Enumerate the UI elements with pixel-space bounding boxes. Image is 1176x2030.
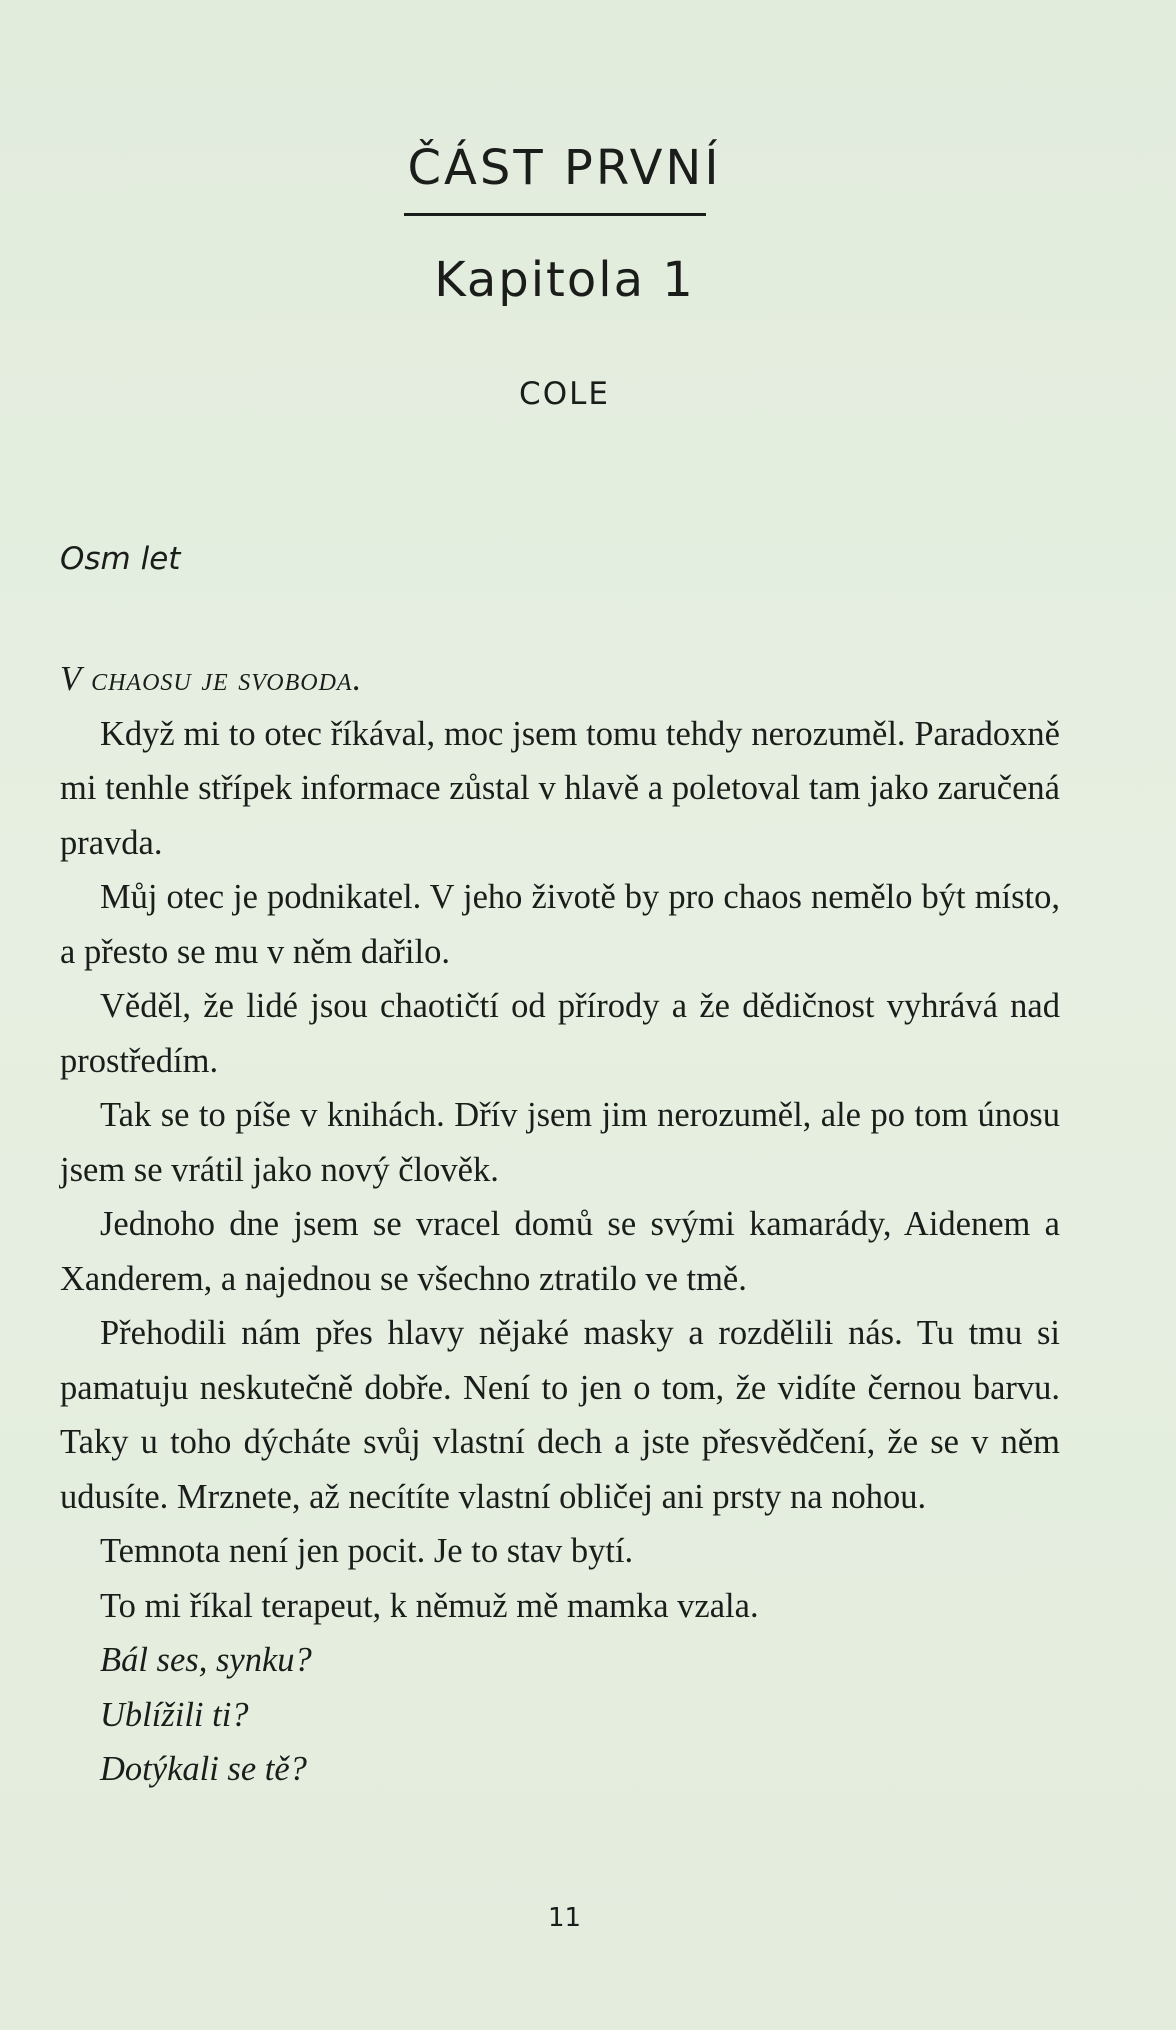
paragraph-8: To mi říkal terapeut, k němuž mě mamka vzala.: [100, 1586, 759, 1625]
pov-character-name: COLE: [519, 376, 610, 412]
part-title-underline: [404, 213, 706, 216]
paragraph-5: Jednoho dne jsem se vracel domů se svými kamarády, Aidenem a Xanderem, a najednou se všechno ztratilo ve tmě.: [60, 1205, 1060, 1298]
paragraph-4: Tak se to píše v knihách. Dřív jsem jim nerozuměl, ale po tom únosu jsem se vrátil jako nový člověk.: [60, 1096, 1060, 1189]
italic-question-1: Bál ses, synku?: [100, 1641, 312, 1679]
age-label: Osm let: [60, 541, 181, 577]
chapter-body: [60, 652, 1060, 1797]
paragraph-3: Věděl, že lidé jsou chaotičtí od přírody a že dědičnost vyhrává nad prostředím.: [60, 987, 1060, 1080]
paragraph-6: Přehodili nám přes hlavy nějaké masky a rozdělili nás. Tu tmu si pamatuju neskutečně dobře. Není to jen o tom, že vidíte černou barvu. Taky u toho dýcháte svůj vlastní dech a jste přesvědčení, že se v něm udusíte. Mrznete, až necítíte vlastní obličej ani prsty na nohou.: [60, 1314, 1060, 1516]
italic-question-2: Ublížili ti?: [100, 1695, 249, 1734]
paragraph-2: Můj otec je podnikatel. V jeho životě by pro chaos nemělo být místo, a přesto se mu v něm dařilo.: [60, 878, 1060, 971]
page-number: 11: [547, 1903, 582, 1933]
paragraph-7: Temnota není jen pocit. Je to stav bytí.: [100, 1532, 634, 1570]
chapter-title: Kapitola 1: [434, 252, 695, 308]
opening-line-text: V chaosu je svoboda.: [60, 660, 363, 698]
opening-line: [60, 652, 1060, 707]
part-title: ČÁST PRVNÍ: [407, 140, 722, 196]
italic-question-3: Dotýkali se tě?: [100, 1750, 307, 1788]
paragraph-1: Když mi to otec říkával, moc jsem tomu tehdy nerozuměl. Paradoxně mi tenhle střípek informace zůstal v hlavě a poletoval tam jako zaručená pravda.: [60, 714, 1060, 862]
